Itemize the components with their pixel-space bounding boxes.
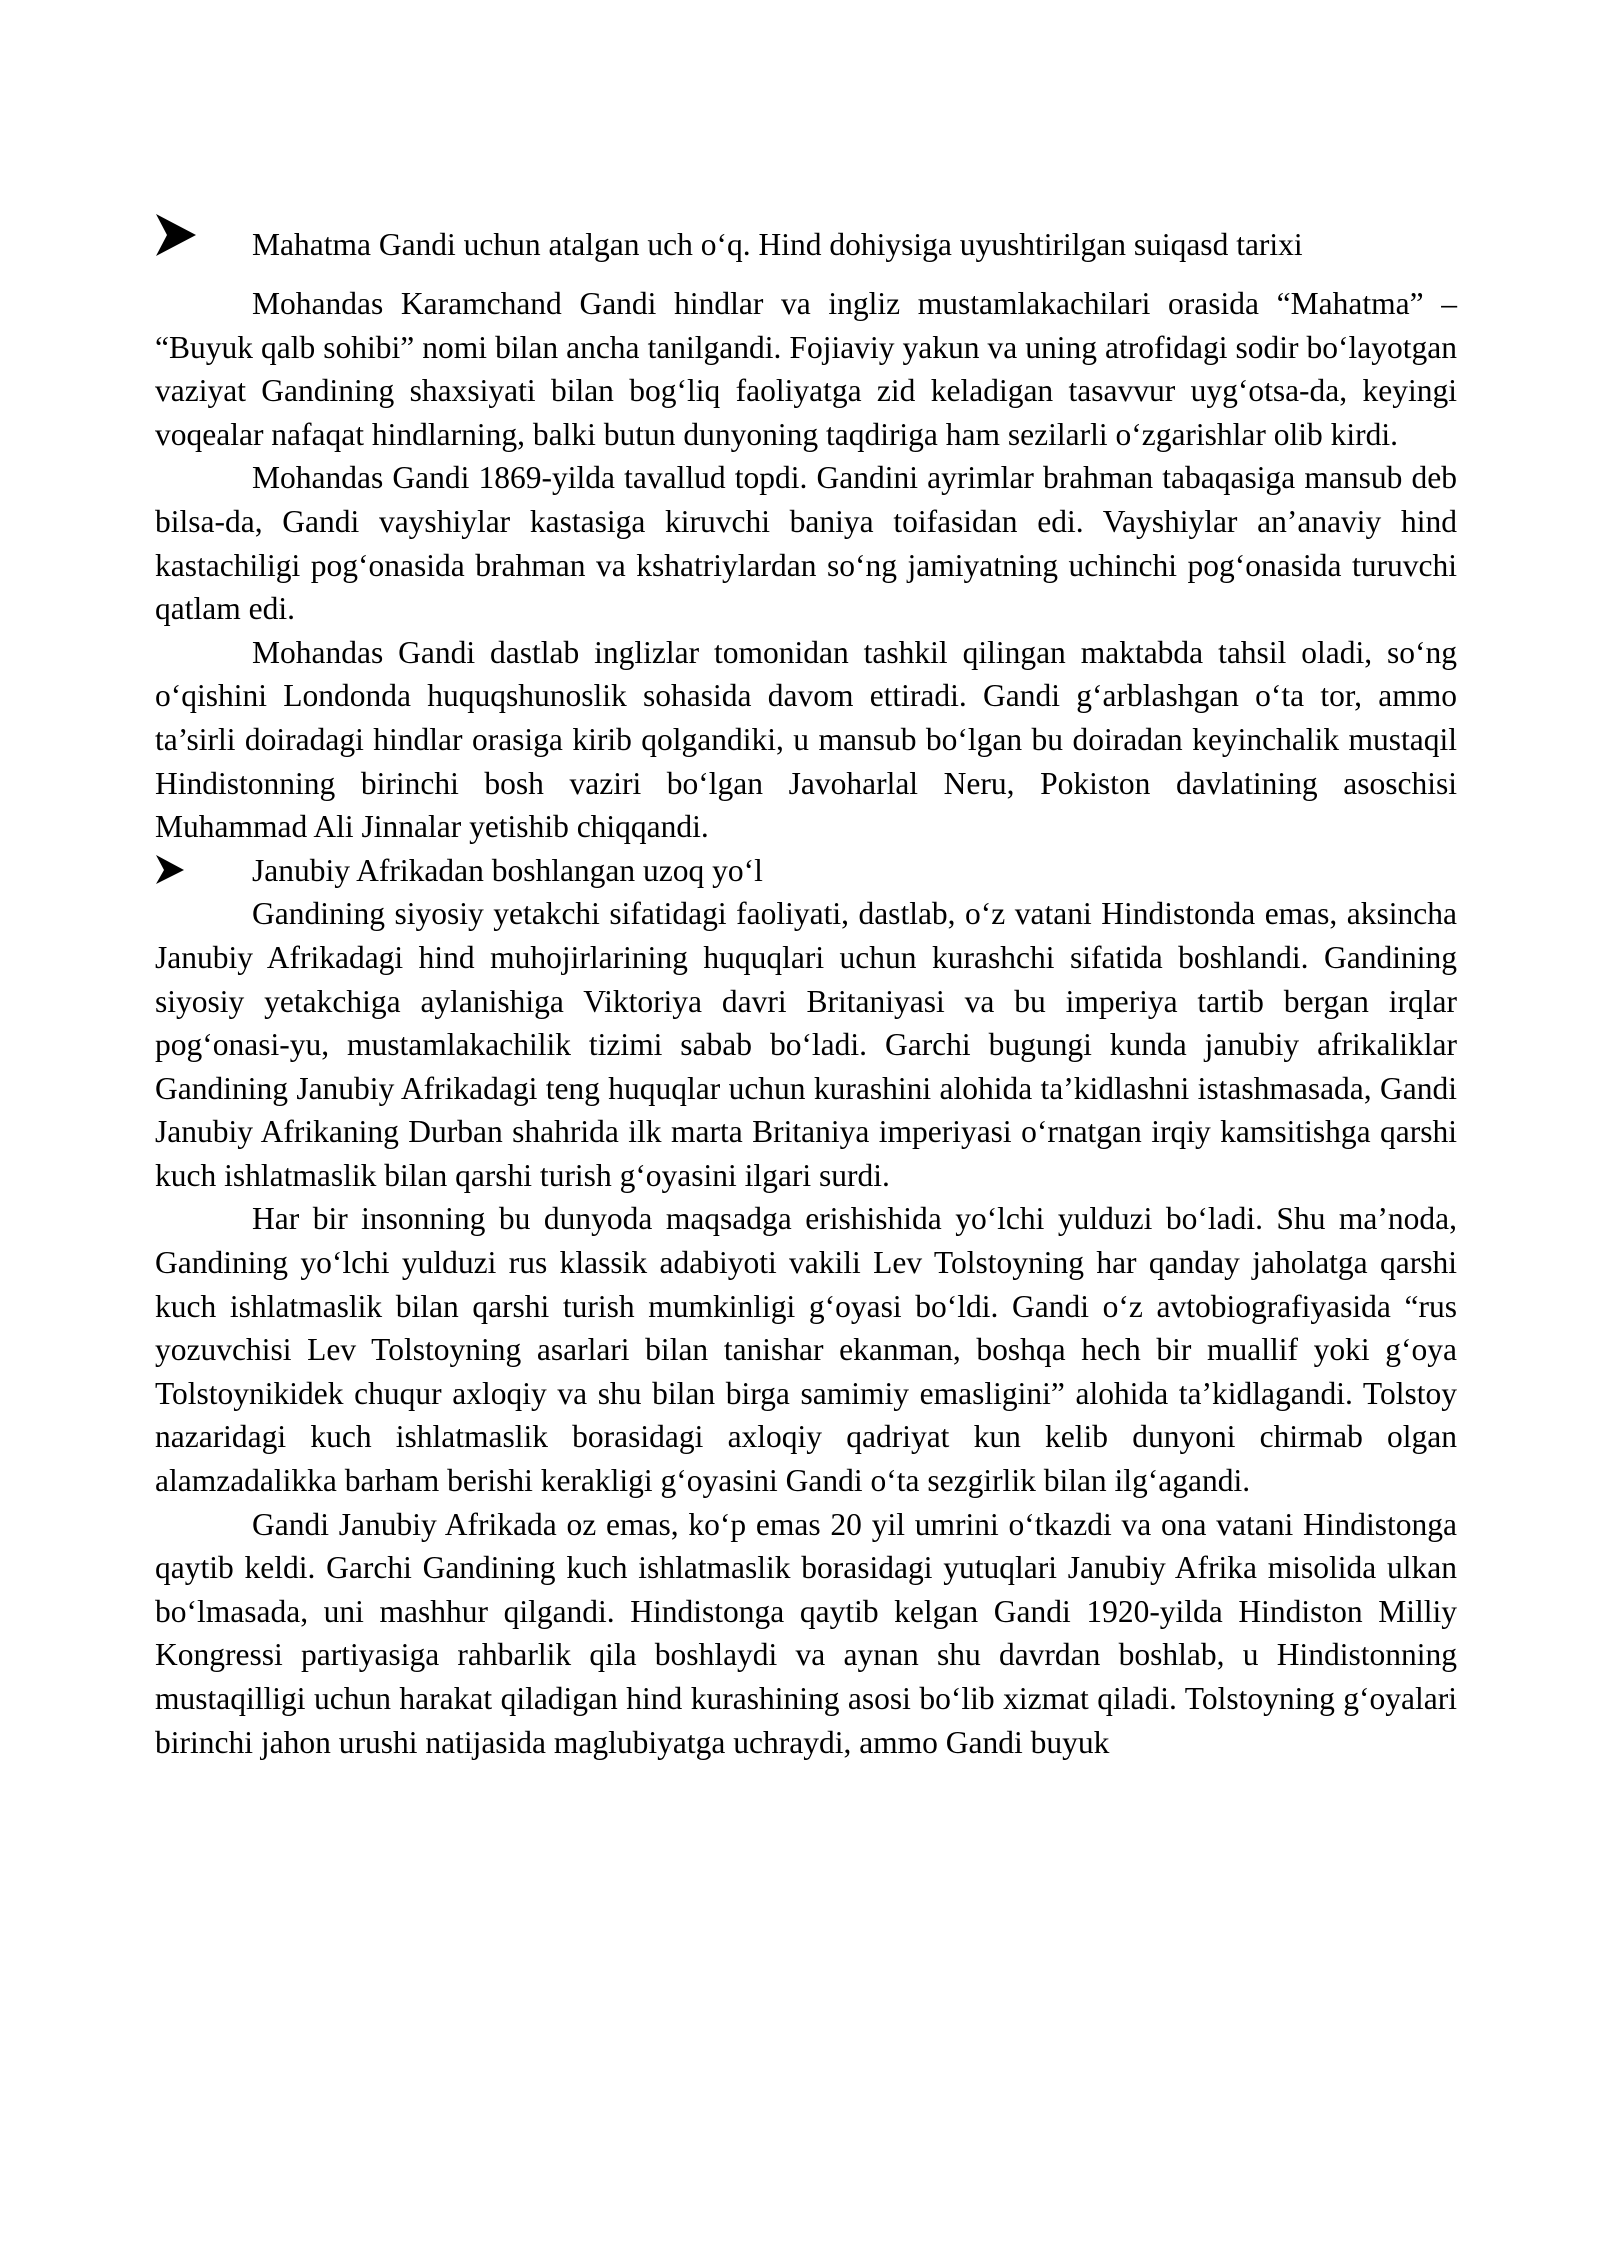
section-heading-text: Mahatma Gandi uchun atalgan uch o‘q. Hind dohiysiga uyushtirilgan suiqasd tarixi	[252, 227, 1303, 262]
paragraph: Mohandas Gandi 1869-yilda tavallud topdi. Gandini ayrimlar brahman tabaqasiga mansub deb bilsa-da, Gandi vayshiylar kastasiga kiruvchi baniya toifasidan edi. Vayshiylar an’anaviy hind kastachiligi pog‘onasida brahman va kshatriylardan so‘ng jamiyatning uchinchi pog‘onasida turuvchi qatlam edi.	[155, 460, 1457, 627]
section-heading-1	[155, 208, 1457, 282]
document-body	[155, 208, 1457, 1764]
arrowhead-bullet-icon	[155, 213, 197, 257]
paragraph: Gandining siyosiy yetakchi sifatidagi faoliyati, dastlab, o‘z vatani Hindistonda emas, aksincha Janubiy Afrikadagi hind muhojirlarining huquqlari uchun kurashchi sifatida boshlandi. Gandining siyosiy yetakchiga aylanishiga Viktoriya davri Britaniyasi va bu imperiya tartib bergan irqlar pog‘onasi-yu, mustamlakachilik tizimi sabab bo‘ladi. Garchi bugungi kunda janubiy afrikaliklar Gandining Janubiy Afrikadagi teng huquqlar uchun kurashini alohida ta’kidlashni istashmasada, Gandi Janubiy Afrikaning Durban shahrida ilk marta Britaniya imperiyasi o‘rnatgan irqiy kamsitishga qarshi kuch ishlatmaslik bilan qarshi turish g‘oyasini ilgari surdi.	[155, 896, 1457, 1193]
section-heading-text: Janubiy Afrikadan boshlangan uzoq yo‘l	[252, 852, 763, 888]
paragraph: Mohandas Gandi dastlab inglizlar tomonidan tashkil qilingan maktabda tahsil oladi, so‘ng o‘qishini Londonda huquqshunoslik sohasida davom ettiradi. Gandi g‘arblashgan o‘ta tor, ammo ta’sirli doiradagi hindlar orasiga kirib qolgandiki, u mansub bo‘lgan bu doiradan keyinchalik mustaqil Hindistonning birinchi bosh vaziri bo‘lgan Javoharlal Neru, Pokiston davlatining asoschisi Muhammad Ali Jinnalar yetishib chiqqandi.	[155, 634, 1457, 845]
section-heading-2	[155, 849, 1457, 893]
paragraph: Har bir insonning bu dunyoda maqsadga erishishida yo‘lchi yulduzi bo‘ladi. Shu ma’noda, Gandining yo‘lchi yulduzi rus klassik adabiyoti vakili Lev Tolstoyning har qanday jaholatga qarshi kuch ishlatmaslik bilan qarshi turish mumkinligi g‘oyasi bo‘ldi. Gandi o‘z avtobiografiyasida “rus yozuvchisi Lev Tolstoyning asarlari bilan tanishar ekanman, boshqa hech bir muallif yoki g‘oya Tolstoynikidek chuqur axloqiy va shu bilan birga samimiy emasligini” alohida ta’kidlagandi. Tolstoy nazaridagi kuch ishlatmaslik borasidagi axloqiy qadriyat kun kelib dunyoni chirmab olgan alamzadalikka barham berishi kerakligi g‘oyasini Gandi o‘ta sezgirlik bilan ilg‘agandi.	[155, 1201, 1457, 1499]
paragraph: Mohandas Karamchand Gandi hindlar va ingliz mustamlakachilari orasida “Mahatma” – “Buyuk qalb sohibi” nomi bilan ancha tanilgandi. Fojiaviy yakun va uning atrofidagi sodir bo‘layotgan vaziyat Gandining shaxsiyati bilan bog‘liq faoliyatga zid keladigan tasavvur uyg‘otsa-da, keyingi voqealar nafaqat hindlarning, balki butun dunyoning taqdiriga ham sezilarli o‘zgarishlar olib kirdi.	[155, 286, 1457, 452]
arrowhead-bullet-icon	[155, 849, 185, 885]
paragraph: Gandi Janubiy Afrikada oz emas, ko‘p emas 20 yil umrini o‘tkazdi va ona vatani Hindistonga qaytib keldi. Garchi Gandining kuch ishlatmaslik borasidagi yutuqlari Janubiy Afrika misolida ulkan bo‘lmasada, uni mashhur qilgandi. Hindistonga qaytib kelgan Gandi 1920-yilda Hindiston Milliy Kongressi partiyasiga rahbarlik qila boshlaydi va aynan shu davrdan boshlab, u Hindistonning mustaqilligi uchun harakat qiladigan hind kurashining asosi bo‘lib xizmat qiladi. Tolstoyning g‘oyalari birinchi jahon urushi natijasida maglubiyatga uchraydi, ammo Gandi buyuk	[155, 1506, 1457, 1760]
